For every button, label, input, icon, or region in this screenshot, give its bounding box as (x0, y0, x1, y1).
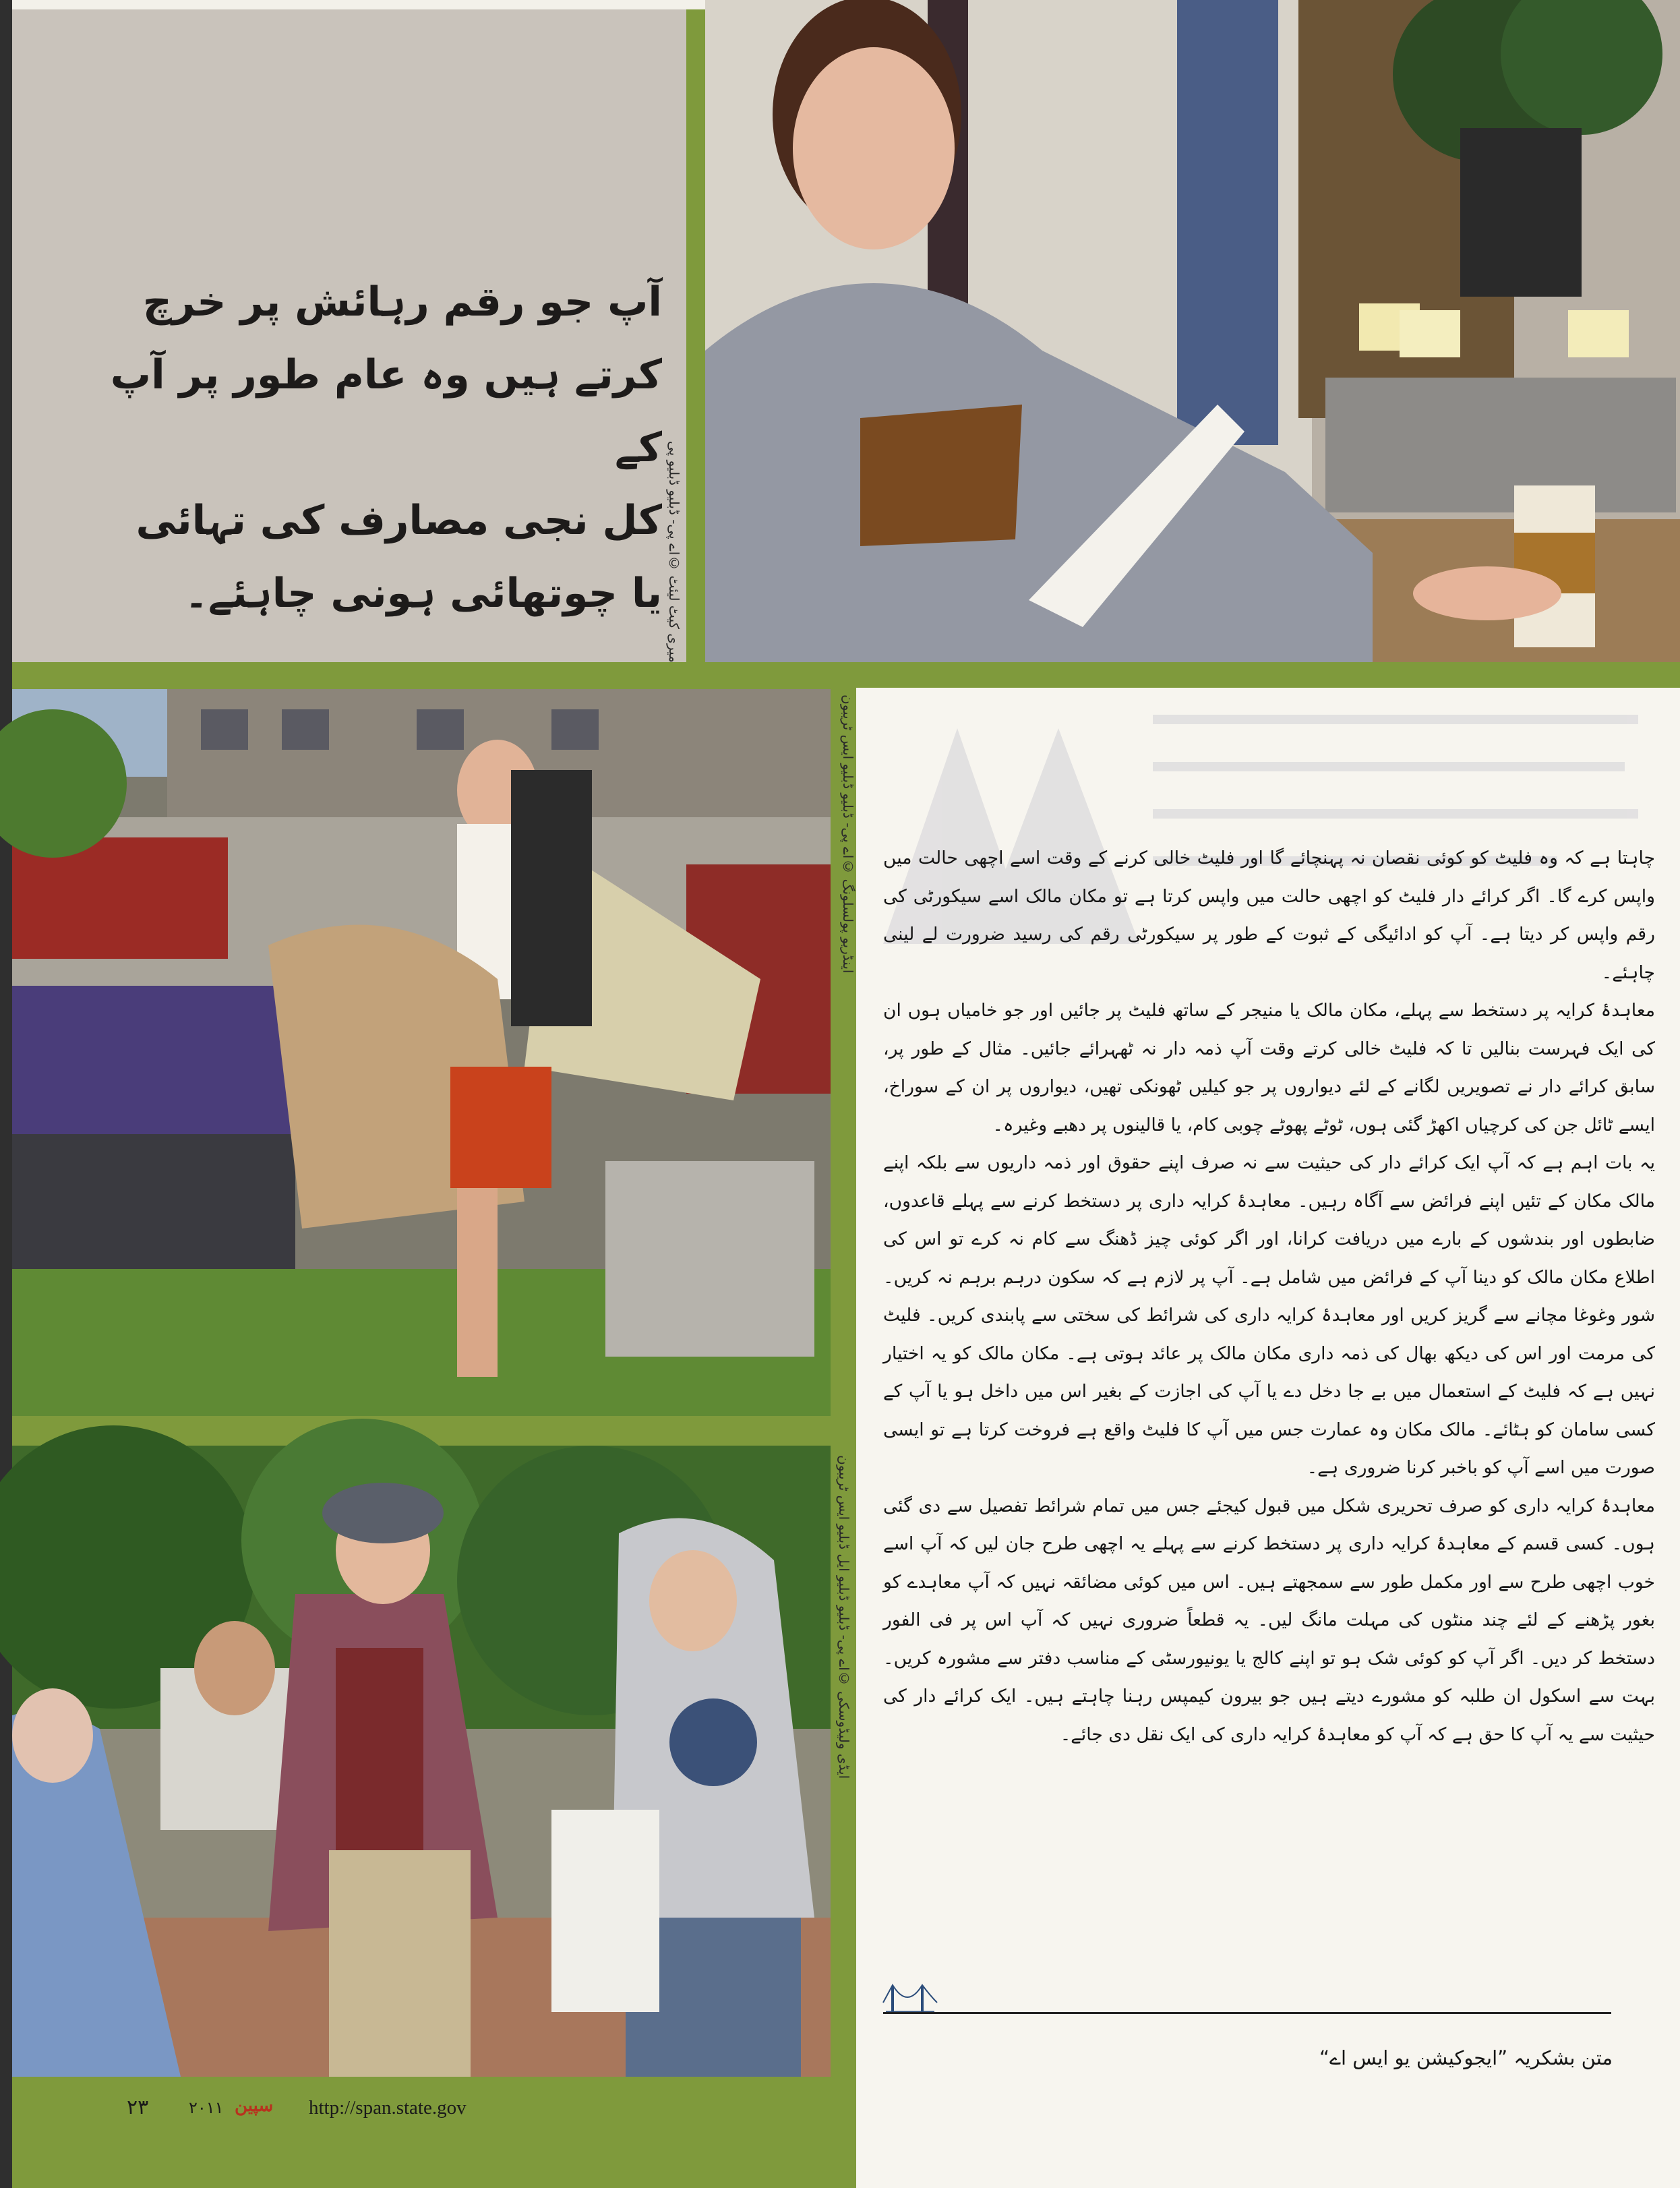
photo-students-party (12, 1446, 852, 2077)
magazine-logo: سپین (235, 2096, 274, 2116)
pull-quote-line: یا چوتھائی ہونی چاہئے۔ (184, 570, 662, 617)
article-paragraph: یہ بات اہم ہے کہ آپ ایک کرائے دار کی حیثیت سے نہ صرف اپنے حقوق اور ذمہ داریوں سے بلکہ اپنے مالک مکان کے تئیں اپنے فرائض سے آگاہ رہیں۔ معاہدۂ کرایہ داری پر دستخط کرنے سے پہلے قاعدوں، ضابطوں اور بندشوں کے بارے میں دریافت کرانا، اور اگر کوئی چیز ڈھنگ سے کام نہ کرے تو اس کی اطلاع مکان مالک کو دینا آپ کے فرائض میں شامل ہے۔ آپ پر لازم ہے کہ سکون درہم برہم نہ کریں۔ شور وغوغا مچانے سے گریز کریں اور معاہدۂ کرایہ داری کی شرائط کی سختی سے پابندی کریں۔ فلیٹ کی مرمت اور اس کی دیکھ بھال کی ذمہ داری مکان مالک پر عائد ہوتی ہے۔ مکان مالک کو یہ اختیار نہیں ہے کہ فلیٹ کے استعمال میں بے جا دخل دے یا آپ کی اجازت کے بغیر اس میں داخل ہو یا آپ کے کسی سامان کو ہٹائے۔ مالک مکان وہ عمارت جس میں آپ کا فلیٹ واقع ہے فروخت کرتا ہے تو ایسی صورت میں اسے آپ کو باخبر کرنا ضروری ہے۔ (883, 1152, 1655, 1478)
page-number: ۲۳ (127, 2096, 149, 2119)
page-footer (12, 2077, 856, 2188)
article-body (883, 839, 1655, 1754)
photo-credit-top: میری کیٹ لیئٹ ©اے پی- ڈبلیو ڈبلیو پی (666, 441, 682, 663)
page-gutter-shadow (0, 0, 12, 2188)
photo-credit-middle: اینڈریو پولسلونگ ©اے پی- ڈبلیو ڈبلیو ایس ٹریبون (840, 694, 856, 974)
green-frame-vertical-divider-top (686, 9, 705, 662)
photo-woman-at-desk-image (705, 0, 1680, 662)
green-frame-top-divider (12, 662, 1680, 689)
photo-woman-at-desk (705, 0, 1680, 662)
pull-quote (109, 266, 662, 630)
photo-credit-bottom: ایڈی ولیڈوسکی ©اے پی- ڈبلیو ڈبلیو ایل ڈبلیو ایس ٹریبون (836, 1455, 852, 1779)
website-url[interactable]: http://span.state.gov (309, 2097, 467, 2119)
photo-students-party-image (12, 1446, 831, 2077)
bridge-icon (883, 1982, 937, 2015)
pull-quote-line: کرتے ہیں وہ عام طور پر آپ کے (110, 351, 662, 471)
pull-quote-panel (12, 9, 686, 662)
article-end-rule (883, 2012, 1611, 2014)
article-paragraph: معاہدۂ کرایہ پر دستخط سے پہلے، مکان مالک یا منیجر کے ساتھ فلیٹ پر جائیں اور جو خامیاں ہوں ان کی ایک فہرست بنالیں تا کہ فلیٹ خالی کرتے وقت آپ ذمہ دار نہ ٹھہرائے جائیں۔ مثال کے طور پر، سابق کرائے دار نے تصویریں لگانے کے لئے دیواروں پر جو کیلیں ٹھونکی تھیں، دیواروں پر ان کے سوراخ، ایسے ٹائل جن کی کرچیاں اکھڑ گئی ہوں، ٹوٹے پھوٹے چوبی کام، یا قالینوں پر دھبے وغیرہ۔ (883, 1000, 1655, 1135)
article-text-credit: متن بشکریہ ”ایجوکیشن یو ایس اے“ (1319, 2046, 1613, 2069)
pull-quote-line: کل نجی مصارف کی تہائی (136, 497, 662, 544)
article-paragraph: چاہتا ہے کہ وہ فلیٹ کو کوئی نقصان نہ پہنچائے گا اور فلیٹ خالی کرنے کے وقت اسے اچھی حالت میں واپس کرے گا۔ اگر کرائے دار فلیٹ کو اچھی حالت میں واپس کرتا ہے تو مکان مالک اسے سیکورٹی کی رقم واپس کر دیتا ہے۔ آپ کو ادائیگی کے ثبوت کے طور پر سیکورٹی رقم کی رسید ضرورت لے لینی چاہئے۔ (883, 848, 1655, 983)
article-paragraph: معاہدۂ کرایہ داری کو صرف تحریری شکل میں قبول کیجئے جس میں تمام شرائط تفصیل سے دی گئی ہوں۔ کسی قسم کے معاہدۂ کرایہ داری پر دستخط کرنے سے پہلے یہ اچھی طرح جان لیں کہ آپ اسے خوب اچھی طرح سے اور مکمل طور سے سمجھتے ہیں۔ اس میں کوئی مضائقہ نہیں کہ آپ معاہدے کو بغور پڑھنے کے لئے چند منٹوں کی مہلت مانگ لیں۔ یہ قطعاً ضروری نہیں کہ آپ اس پر فی الفور دستخط کر دیں۔ اگر آپ کو کوئی شک ہو تو اپنے کالج یا یونیورسٹی کے مناسب دفتر سے مشورہ کریں۔ بہت سے اسکول ان طلبہ کو مشورے دیتے ہیں جو بیرون کیمپس رہنا چاہتے ہیں۔ ایک کرائے دار کی حیثیت سے یہ آپ کا حق ہے کہ آپ کو معاہدۂ کرایہ داری کی ایک نقل دی جائے۔ (883, 1495, 1655, 1745)
article-column (856, 688, 1680, 2188)
issue-year: ۲۰۱۱ (189, 2100, 224, 2117)
photo-moving-day-image (12, 689, 831, 1416)
photo-moving-day (12, 689, 856, 1416)
pull-quote-line: آپ جو رقم رہائش پر خرچ (142, 278, 662, 326)
